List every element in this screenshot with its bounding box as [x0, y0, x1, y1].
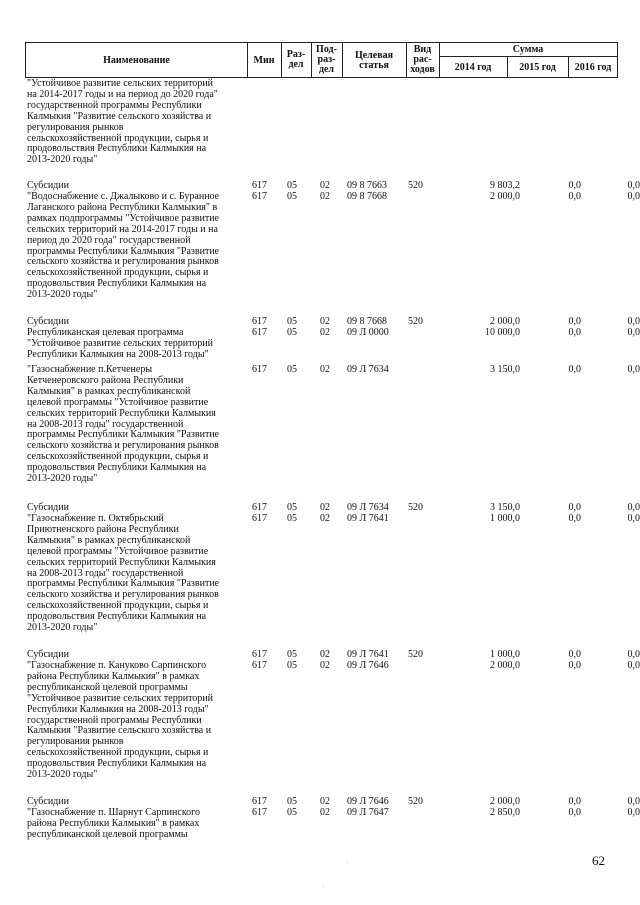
header-cs: Целевая статья: [354, 50, 394, 71]
row-2015: 0,0: [568, 660, 581, 671]
header-year-2016: 2016 год: [574, 62, 612, 73]
row-2014: 3 150,0: [490, 502, 520, 513]
header-razdel: Раз- дел: [286, 49, 306, 70]
row-2014: 2 850,0: [490, 807, 520, 818]
row-cs: 09 8 7668: [347, 191, 387, 202]
row-2014: 2 000,0: [490, 316, 520, 327]
row-2014: 1 000,0: [490, 649, 520, 660]
row-razdel: 05: [287, 796, 297, 807]
row-2015: 0,0: [568, 180, 581, 191]
scan-speck: ·: [322, 884, 324, 890]
row-2016: 0,0: [627, 502, 640, 513]
header-vr: Вид рас- ходов: [410, 44, 435, 75]
row-podrazdel: 02: [320, 364, 330, 375]
header-podrazdel: Под- раз- дел: [316, 44, 337, 75]
row-2015: 0,0: [568, 327, 581, 338]
row-2016: 0,0: [627, 513, 640, 524]
row-name: Субсидии: [27, 316, 69, 327]
row-name: Субсидии: [27, 796, 69, 807]
row-2016: 0,0: [627, 191, 640, 202]
row-podrazdel: 02: [320, 502, 330, 513]
row-vr: 520: [408, 649, 423, 660]
header-name: Наименование: [103, 55, 170, 66]
row-min: 617: [252, 364, 267, 375]
row-razdel: 05: [287, 502, 297, 513]
row-razdel: 05: [287, 660, 297, 671]
row-podrazdel: 02: [320, 807, 330, 818]
row-min: 617: [252, 649, 267, 660]
row-cs: 09 8 7663: [347, 180, 387, 191]
row-2014: 1 000,0: [490, 513, 520, 524]
row-2015: 0,0: [568, 649, 581, 660]
row-razdel: 05: [287, 316, 297, 327]
row-cs: 09 Л 7641: [347, 649, 389, 660]
row-2016: 0,0: [627, 180, 640, 191]
table-header: [25, 42, 618, 78]
page-number: 62: [592, 853, 605, 868]
row-cs: 09 Л 7634: [347, 502, 389, 513]
row-name: Субсидии: [27, 180, 69, 191]
row-2014: 2 000,0: [490, 191, 520, 202]
row-razdel: 05: [287, 191, 297, 202]
row-name: "Газоснабжение п. Кануково Сарпинского района Республики Калмыкия" в рамках республиканской целевой программы "Устойчивое развитие сельских территорий Республики Калмыкия на 2008-2013 годы" государственной программы Республики Калмыкия "Развитие сельского хозяйства и регулирования рынков сельскохозяйственной продукции, сырья и продовольствия Республики Калмыкия на 2013-2020 годы": [27, 660, 214, 781]
row-2014: 2 000,0: [490, 796, 520, 807]
row-2016: 0,0: [627, 364, 640, 375]
row-2015: 0,0: [568, 807, 581, 818]
row-2014: 2 000,0: [490, 660, 520, 671]
row-cs: 09 8 7668: [347, 316, 387, 327]
row-vr: 520: [408, 180, 423, 191]
row-min: 617: [252, 327, 267, 338]
row-min: 617: [252, 191, 267, 202]
row-min: 617: [252, 796, 267, 807]
row-2016: 0,0: [627, 796, 640, 807]
row-name: "Водоснабжение с. Джалыково и с. Буранное Лаганского района Республики Калмыкия" в рамках подпрограммы "Устойчивое развитие сельских территорий на 2014-2017 годы и на период до 2020 года" государственной программы Республики Калмыкия "Развитие сельского хозяйства и регулирования рынков сельскохозяйственной продукции, сырья и продовольствия Республики Калмыкия на 2013-2020 годы": [27, 191, 220, 301]
row-name: "Газоснабжение п. Шарнут Сарпинского района Республики Калмыкия" в рамках республиканской целевой программы: [27, 807, 201, 840]
row-razdel: 05: [287, 649, 297, 660]
header-year-2015: 2015 год: [519, 62, 556, 73]
row-2016: 0,0: [627, 807, 640, 818]
row-2015: 0,0: [568, 502, 581, 513]
scan-speck: ·: [346, 860, 348, 866]
row-podrazdel: 02: [320, 513, 330, 524]
row-min: 617: [252, 180, 267, 191]
row-2015: 0,0: [568, 513, 581, 524]
row-name: Субсидии: [27, 649, 69, 660]
row-cs: 09 Л 7646: [347, 660, 389, 671]
row-podrazdel: 02: [320, 316, 330, 327]
row-2015: 0,0: [568, 191, 581, 202]
row-name: "Устойчивое развитие сельских территорий на 2014-2017 годы и на период до 2020 года" государственной программы Республики Калмыкия "Развитие сельского хозяйства и регулирования рынков сельскохозяйственной продукции, сырья и продовольствия Республики Калмыкия на 2013-2020 годы": [27, 78, 218, 166]
row-min: 617: [252, 660, 267, 671]
row-cs: 09 Л 7647: [347, 807, 389, 818]
row-name: Субсидии: [27, 502, 69, 513]
row-razdel: 05: [287, 364, 297, 375]
row-2014: 3 150,0: [490, 364, 520, 375]
header-summa: Сумма: [512, 44, 544, 55]
row-min: 617: [252, 807, 267, 818]
row-cs: 09 Л 7641: [347, 513, 389, 524]
row-cs: 09 Л 7646: [347, 796, 389, 807]
row-min: 617: [252, 316, 267, 327]
row-vr: 520: [408, 316, 423, 327]
row-razdel: 05: [287, 327, 297, 338]
row-podrazdel: 02: [320, 660, 330, 671]
row-cs: 09 Л 7634: [347, 364, 389, 375]
row-podrazdel: 02: [320, 191, 330, 202]
row-2015: 0,0: [568, 316, 581, 327]
row-vr: 520: [408, 502, 423, 513]
row-podrazdel: 02: [320, 327, 330, 338]
row-name: Республиканская целевая программа "Устойчивое развитие сельских территорий Республики Калмыкия на 2008-2013 годы": [27, 327, 214, 360]
row-razdel: 05: [287, 180, 297, 191]
row-name: "Газоснабжение п.Кетченеры Кетченеровского района Республики Калмыкия" в рамках республиканской целевой программы "Устойчивое развитие сельских территорий Республики Калмыкия на 2008-2013 годы" государственной программы Республики Калмыкия "Развитие сельского хозяйства и регулирования рынков сельскохозяйственной продукции, сырья и продовольствия Республики Калмыкия на 2013-2020 годы": [27, 364, 220, 485]
row-2016: 0,0: [627, 660, 640, 671]
row-2016: 0,0: [627, 316, 640, 327]
row-cs: 09 Л 0000: [347, 327, 389, 338]
header-year-2014: 2014 год: [454, 62, 492, 73]
row-podrazdel: 02: [320, 796, 330, 807]
row-vr: 520: [408, 796, 423, 807]
row-2016: 0,0: [627, 327, 640, 338]
row-2014: 9 803,2: [490, 180, 520, 191]
row-min: 617: [252, 502, 267, 513]
row-2016: 0,0: [627, 649, 640, 660]
row-razdel: 05: [287, 513, 297, 524]
row-podrazdel: 02: [320, 649, 330, 660]
row-2015: 0,0: [568, 796, 581, 807]
row-2015: 0,0: [568, 364, 581, 375]
row-name: "Газоснабжение п. Октябрьский Приютненского района Республики Калмыкия" в рамках республиканской целевой программы "Устойчивое развитие сельских территорий Республики Калмыкия на 2008-2013 годы" государственной программы Республики Калмыкия "Развитие сельского хозяйства и регулирования рынков сельскохозяйственной продукции, сырья и продовольствия Республики Калмыкия на 2013-2020 годы": [27, 513, 220, 634]
header-min: Мин: [253, 55, 275, 66]
row-razdel: 05: [287, 807, 297, 818]
row-2014: 10 000,0: [485, 327, 520, 338]
row-podrazdel: 02: [320, 180, 330, 191]
row-min: 617: [252, 513, 267, 524]
